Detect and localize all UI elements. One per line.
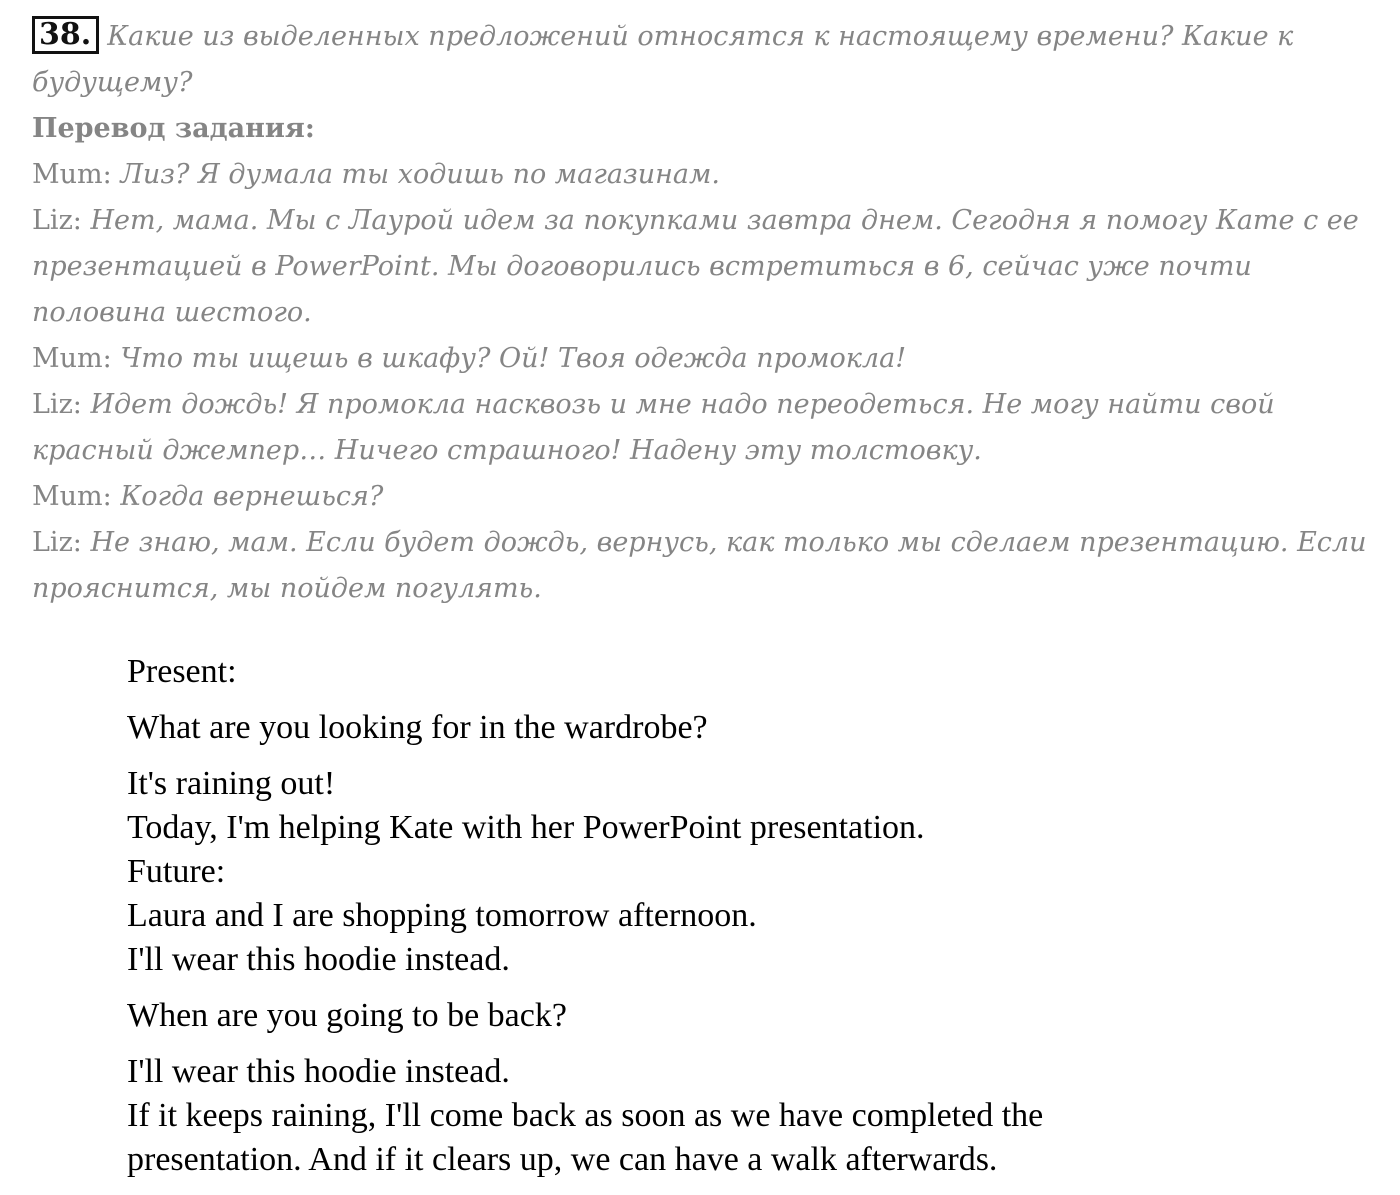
task-question-line (32, 14, 1372, 60)
dialogue-text: Что ты ищешь в шкафу? Ой! Твоя одежда промокла! (120, 343, 907, 374)
answer-line: If it keeps raining, I'll come back as soon as we have completed the (127, 1097, 1044, 1134)
answer-heading-future: Future: (127, 853, 226, 890)
dialogue-text: презентацией в PowerPoint. Мы договорились встретиться в 6, сейчас уже почти (32, 251, 1252, 282)
speaker-label: Mum: (32, 159, 112, 190)
dialogue-text: красный джемпер… Ничего страшного! Надену эту толстовку. (32, 435, 982, 466)
task-number: 38. (32, 16, 99, 54)
answer-block (127, 650, 1367, 1182)
answer-line: What are you looking for in the wardrobe? (127, 709, 708, 746)
translation-header: Перевод задания: (32, 113, 315, 144)
answer-line: presentation. And if it clears up, we can have a walk afterwards. (127, 1141, 998, 1178)
answer-line: Today, I'm helping Kate with her PowerPoint presentation. (127, 809, 925, 846)
dialogue-text: Идет дождь! Я промокла насквозь и мне надо переодеться. Не могу найти свой (90, 389, 1275, 420)
dialogue-line (32, 152, 1372, 198)
dialogue-text: прояснится, мы пойдем погулять. (32, 573, 542, 604)
answer-line: I'll wear this hoodie instead. (127, 941, 510, 978)
dialogue-text: Лиз? Я думала ты ходишь по магазинам. (120, 159, 720, 190)
dialogue-line (32, 474, 1372, 520)
answer-line: Laura and I are shopping tomorrow afternoon. (127, 897, 757, 934)
dialogue-text: Когда вернешься? (120, 481, 384, 512)
task-question-line: будущему? (32, 67, 193, 98)
answer-line: When are you going to be back? (127, 997, 567, 1034)
dialogue-line (32, 382, 1372, 428)
dialogue-text: Не знаю, мам. Если будет дождь, вернусь, как только мы сделаем презентацию. Если (90, 527, 1367, 558)
dialogue-line (32, 336, 1372, 382)
speaker-label: Mum: (32, 481, 112, 512)
answer-heading-present: Present: (127, 653, 237, 690)
task-block (32, 14, 1372, 612)
speaker-label: Mum: (32, 343, 112, 374)
dialogue-text: Нет, мама. Мы с Лаурой идем за покупками завтра днем. Сегодня я помогу Кате с ее (90, 205, 1359, 236)
answer-line: I'll wear this hoodie instead. (127, 1053, 510, 1090)
task-question: Какие из выделенных предложений относятся к настоящему времени? Какие к (107, 21, 1294, 52)
dialogue-text: половина шестого. (32, 297, 312, 328)
speaker-label: Liz: (32, 527, 82, 558)
answer-line: It's raining out! (127, 765, 336, 802)
speaker-label: Liz: (32, 389, 82, 420)
dialogue-line (32, 198, 1372, 244)
dialogue-line (32, 520, 1372, 566)
speaker-label: Liz: (32, 205, 82, 236)
